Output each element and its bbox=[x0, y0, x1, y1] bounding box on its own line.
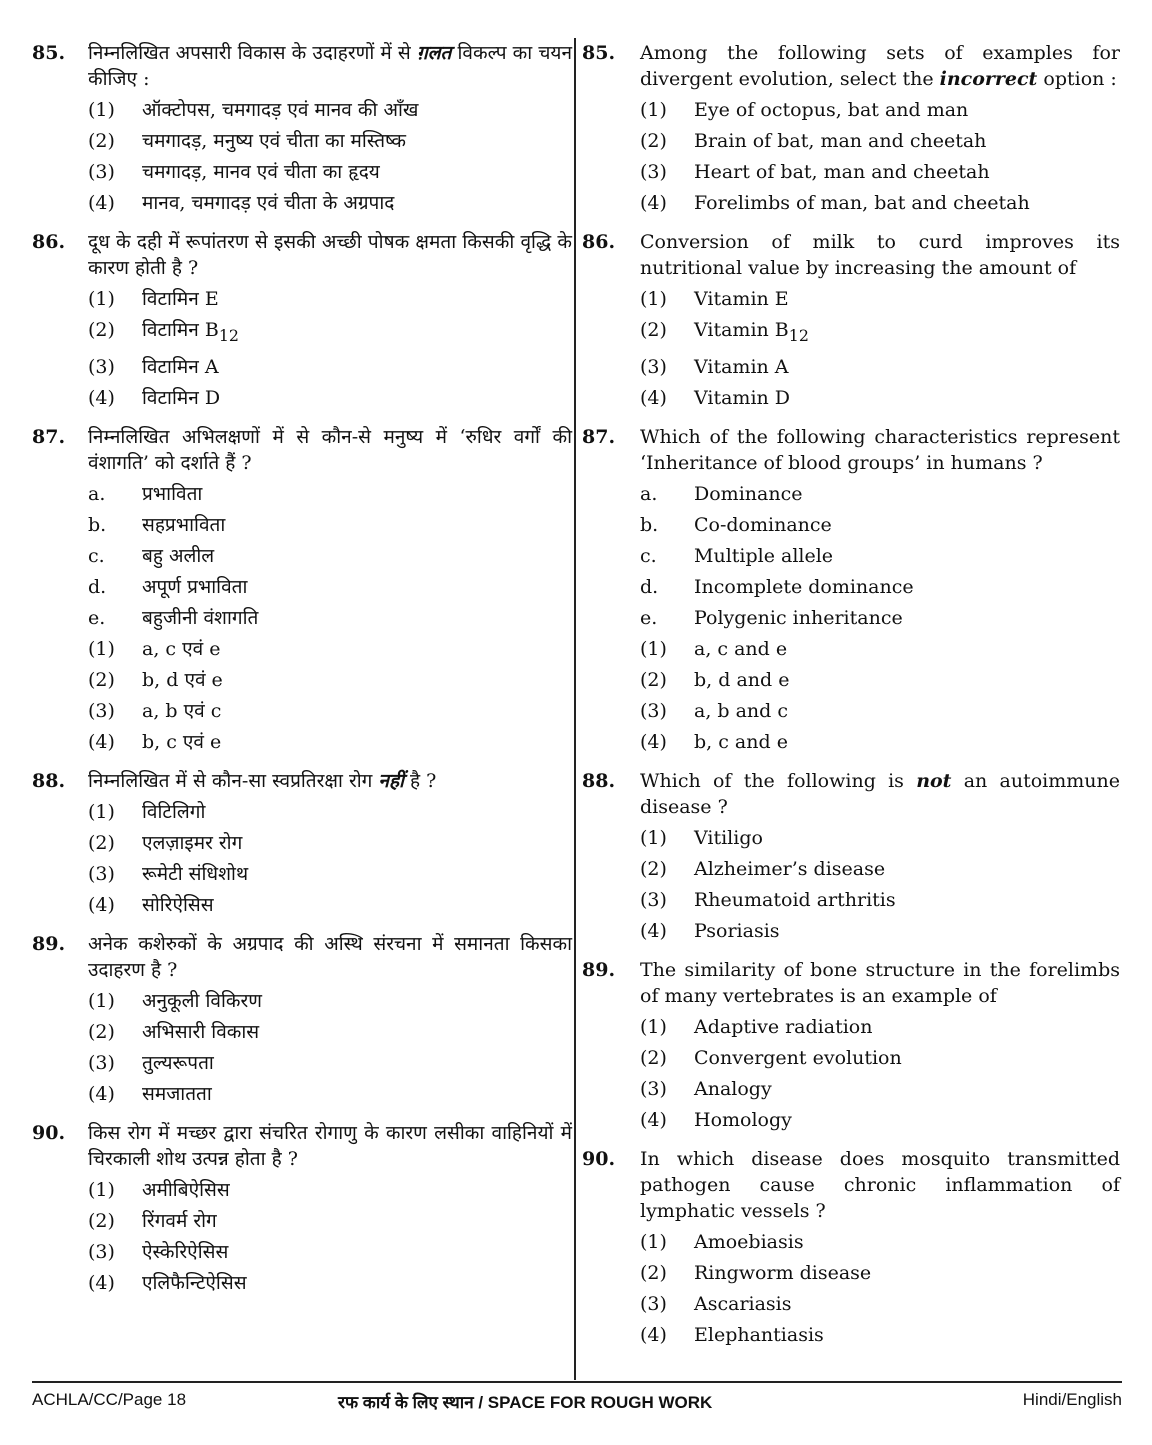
answer-option bbox=[640, 857, 1120, 881]
answer-option bbox=[88, 606, 572, 630]
option-label: a. bbox=[640, 482, 658, 505]
question-number: 85. bbox=[582, 42, 616, 64]
question-text bbox=[640, 768, 1120, 820]
answer-option bbox=[88, 989, 572, 1013]
option-text-main: Amoebiasis bbox=[694, 1230, 804, 1253]
answer-option bbox=[88, 355, 572, 379]
question-text bbox=[88, 40, 572, 92]
option-label: (2) bbox=[640, 1046, 667, 1069]
option-label: a. bbox=[88, 482, 106, 505]
option-text bbox=[142, 1082, 572, 1106]
option-text bbox=[694, 482, 1120, 506]
answer-option bbox=[640, 191, 1120, 215]
answer-option bbox=[640, 668, 1120, 692]
option-label: (3) bbox=[88, 1051, 115, 1074]
option-label: (4) bbox=[88, 1271, 115, 1294]
answer-option bbox=[88, 129, 572, 153]
option-text bbox=[694, 355, 1120, 379]
option-text bbox=[694, 1230, 1120, 1254]
question-number: 87. bbox=[32, 425, 66, 448]
question-86 bbox=[580, 229, 1120, 410]
answer-option bbox=[640, 575, 1120, 599]
option-text-main: एलज़ाइमर रोग bbox=[142, 831, 243, 854]
column-divider bbox=[574, 38, 576, 1380]
option-text bbox=[694, 1046, 1120, 1070]
option-text bbox=[142, 699, 572, 723]
option-subscript: 12 bbox=[218, 325, 239, 345]
option-text bbox=[694, 513, 1120, 537]
option-text-main: Ascariasis bbox=[694, 1292, 792, 1315]
option-text-main: b, c and e bbox=[694, 730, 788, 753]
hindi-column bbox=[32, 40, 572, 1309]
option-label: (3) bbox=[88, 161, 115, 183]
option-text-main: विटामिन B bbox=[142, 319, 219, 341]
option-text bbox=[694, 1077, 1120, 1101]
language-label: Hindi/English bbox=[1022, 1390, 1122, 1409]
option-text-main: Dominance bbox=[694, 482, 803, 505]
answer-option bbox=[88, 800, 572, 824]
answer-option bbox=[88, 513, 572, 537]
option-label: (1) bbox=[88, 637, 115, 660]
answer-option bbox=[88, 730, 572, 754]
question-text-pre: निम्नलिखित अपसारी विकास के उदाहरणों में से bbox=[88, 42, 417, 64]
option-text bbox=[142, 989, 572, 1013]
option-subscript: 12 bbox=[788, 325, 809, 345]
option-label: (4) bbox=[88, 386, 115, 409]
option-text bbox=[694, 888, 1120, 912]
answer-option bbox=[640, 606, 1120, 630]
option-text bbox=[142, 575, 572, 599]
answer-option bbox=[640, 730, 1120, 754]
option-text-main: a, c and e bbox=[694, 637, 788, 660]
option-label: (2) bbox=[640, 130, 667, 152]
option-text-main: b, d एवं e bbox=[142, 668, 223, 691]
option-text-main: Ringworm disease bbox=[694, 1261, 872, 1284]
option-text bbox=[694, 287, 1120, 311]
option-text-main: Co-dominance bbox=[694, 513, 832, 536]
answer-option bbox=[640, 919, 1120, 943]
option-label: (4) bbox=[88, 730, 115, 753]
option-label: (2) bbox=[640, 668, 667, 691]
answer-option bbox=[640, 513, 1120, 537]
page-code: ACHLA/CC/Page 18 bbox=[32, 1390, 187, 1409]
option-text-main: चमगादड़, मानव एवं चीता का हृदय bbox=[142, 161, 380, 183]
question-emphasis: नहीं bbox=[378, 769, 404, 792]
option-text-main: रिंगवर्म रोग bbox=[142, 1209, 217, 1232]
answer-option bbox=[88, 1020, 572, 1044]
option-text bbox=[142, 1020, 572, 1044]
question-number: 88. bbox=[32, 769, 66, 792]
option-text bbox=[142, 637, 572, 661]
option-label: (2) bbox=[88, 130, 115, 152]
question-text-post: विकल्प का चयन कीजिए : bbox=[88, 42, 572, 90]
option-label: (4) bbox=[640, 192, 667, 214]
option-text-main: Psoriasis bbox=[694, 919, 780, 942]
option-text-main: Polygenic inheritance bbox=[694, 606, 903, 629]
option-text-main: ऐस्केरिऐसिस bbox=[142, 1240, 229, 1263]
option-label: (3) bbox=[88, 862, 115, 885]
option-text-main: Elephantiasis bbox=[694, 1323, 824, 1346]
question-number: 88. bbox=[582, 769, 616, 792]
option-text bbox=[694, 919, 1120, 943]
answer-option bbox=[88, 668, 572, 692]
option-text bbox=[694, 826, 1120, 850]
option-text-main: बहुजीनी वंशागति bbox=[142, 606, 259, 629]
option-label: c. bbox=[640, 544, 657, 567]
english-column bbox=[580, 40, 1120, 1361]
question-90 bbox=[32, 1120, 572, 1295]
answer-option bbox=[88, 637, 572, 661]
option-label: (2) bbox=[640, 319, 667, 341]
answer-option bbox=[640, 386, 1120, 410]
option-text-main: सोरिऐसिस bbox=[142, 893, 214, 916]
option-label: (3) bbox=[640, 1077, 667, 1100]
option-text-main: Vitamin A bbox=[694, 355, 789, 378]
question-number: 89. bbox=[32, 932, 66, 955]
option-label: e. bbox=[640, 606, 658, 629]
option-text bbox=[142, 1178, 572, 1202]
option-label: (1) bbox=[88, 989, 115, 1012]
question-emphasis: ग़लत bbox=[416, 42, 452, 64]
option-text bbox=[694, 575, 1120, 599]
option-text-main: a, b and c bbox=[694, 699, 789, 722]
option-text bbox=[142, 160, 572, 184]
option-text-main: अनुकूली विकिरण bbox=[142, 989, 263, 1012]
answer-option bbox=[88, 831, 572, 855]
answer-option bbox=[640, 1015, 1120, 1039]
option-text bbox=[142, 98, 572, 122]
question-89 bbox=[32, 931, 572, 1106]
option-text bbox=[142, 129, 572, 153]
option-label: (4) bbox=[640, 919, 667, 942]
question-number: 86. bbox=[582, 231, 616, 253]
option-text bbox=[142, 893, 572, 917]
option-text-main: b, c एवं e bbox=[142, 730, 222, 753]
option-text bbox=[694, 730, 1120, 754]
option-text bbox=[142, 730, 572, 754]
answer-option bbox=[640, 826, 1120, 850]
option-text bbox=[694, 668, 1120, 692]
option-text-main: चमगादड़, मनुष्य एवं चीता का मस्तिष्क bbox=[142, 130, 406, 152]
option-text bbox=[694, 1261, 1120, 1285]
option-text bbox=[142, 1271, 572, 1295]
option-text bbox=[694, 699, 1120, 723]
answer-option bbox=[640, 699, 1120, 723]
option-text bbox=[694, 129, 1120, 153]
answer-option bbox=[640, 160, 1120, 184]
answer-option bbox=[640, 482, 1120, 506]
question-86 bbox=[32, 229, 572, 410]
option-label: (3) bbox=[640, 355, 667, 378]
option-text-main: Incomplete dominance bbox=[694, 575, 914, 598]
answer-option bbox=[88, 544, 572, 568]
question-text-pre: निम्नलिखित में से कौन-सा स्वप्रतिरक्षा रोग bbox=[88, 769, 379, 792]
question-number: 86. bbox=[32, 231, 66, 253]
option-text-main: a, c एवं e bbox=[142, 637, 221, 660]
option-text bbox=[142, 287, 572, 311]
option-label: (1) bbox=[640, 1230, 667, 1253]
question-text-pre: Which of the following is bbox=[640, 769, 917, 792]
option-text bbox=[142, 513, 572, 537]
option-label: (2) bbox=[88, 1020, 115, 1043]
question-88 bbox=[32, 768, 572, 917]
option-text bbox=[142, 862, 572, 886]
option-text-main: एलिफैन्टिऐसिस bbox=[142, 1271, 247, 1294]
question-number: 89. bbox=[582, 958, 616, 981]
option-text bbox=[694, 857, 1120, 881]
option-label: (1) bbox=[88, 288, 115, 310]
answer-option bbox=[640, 1108, 1120, 1132]
option-text bbox=[694, 160, 1120, 184]
option-text-main: सहप्रभाविता bbox=[142, 513, 226, 536]
rough-work-label: रफ कार्य के लिए स्थान / SPACE FOR ROUGH WORK bbox=[338, 1393, 713, 1412]
option-label: (4) bbox=[88, 1082, 115, 1105]
option-text-main: अभिसारी विकास bbox=[142, 1020, 260, 1043]
answer-option bbox=[640, 1292, 1120, 1316]
option-text bbox=[694, 318, 1120, 348]
option-text-main: समजातता bbox=[142, 1082, 212, 1105]
option-text-main: Rheumatoid arthritis bbox=[694, 888, 896, 911]
option-text bbox=[142, 1209, 572, 1233]
answer-option bbox=[640, 98, 1120, 122]
option-text-main: Brain of bat, man and cheetah bbox=[694, 130, 987, 152]
option-text bbox=[694, 1108, 1120, 1132]
option-label: (2) bbox=[88, 831, 115, 854]
option-label: b. bbox=[640, 513, 659, 536]
option-label: (4) bbox=[640, 1323, 667, 1346]
option-text-main: विटामिन D bbox=[142, 386, 221, 409]
option-text bbox=[694, 191, 1120, 215]
option-label: d. bbox=[88, 575, 107, 598]
page-footer bbox=[32, 1390, 1122, 1414]
answer-option bbox=[88, 1178, 572, 1202]
option-label: (2) bbox=[640, 1261, 667, 1284]
question-number: 87. bbox=[582, 425, 616, 448]
question-87 bbox=[32, 424, 572, 754]
option-text bbox=[142, 831, 572, 855]
answer-option bbox=[640, 1230, 1120, 1254]
answer-option bbox=[88, 893, 572, 917]
question-text: In which disease does mosquito transmitted pathogen cause chronic inflammation of lymphatic vessels ? bbox=[640, 1147, 1120, 1222]
option-label: (2) bbox=[640, 857, 667, 880]
option-label: (3) bbox=[640, 161, 667, 183]
option-label: e. bbox=[88, 606, 106, 629]
answer-option bbox=[640, 1261, 1120, 1285]
option-text-main: Vitiligo bbox=[694, 826, 763, 849]
option-text-main: विटिलिगो bbox=[142, 800, 206, 823]
question-number: 90. bbox=[582, 1147, 616, 1170]
answer-option bbox=[88, 287, 572, 311]
option-label: (4) bbox=[88, 192, 115, 214]
option-text bbox=[142, 668, 572, 692]
option-label: (1) bbox=[88, 800, 115, 823]
answer-option bbox=[88, 386, 572, 410]
answer-option bbox=[640, 355, 1120, 379]
question-text: अनेक कशेरुकों के अग्रपाद की अस्थि संरचना में समानता किसका उदाहरण है ? bbox=[88, 932, 572, 981]
option-label: c. bbox=[88, 544, 105, 567]
question-emphasis: incorrect bbox=[939, 68, 1038, 90]
option-text bbox=[142, 482, 572, 506]
option-label: (3) bbox=[88, 699, 115, 722]
option-text bbox=[142, 318, 572, 348]
question-text bbox=[88, 768, 572, 794]
option-text bbox=[142, 606, 572, 630]
question-text: The similarity of bone structure in the forelimbs of many vertebrates is an example of bbox=[640, 958, 1120, 1007]
option-text-main: Vitamin D bbox=[694, 386, 791, 409]
answer-option bbox=[640, 637, 1120, 661]
question-text: निम्नलिखित अभिलक्षणों में से कौन-से मनुष्य में ‘रुधिर वर्गों की वंशागति’ को दर्शाते हैं ? bbox=[88, 425, 572, 474]
option-text-main: a, b एवं c bbox=[142, 699, 222, 722]
option-label: (1) bbox=[640, 1015, 667, 1038]
option-text-main: Convergent evolution bbox=[694, 1046, 902, 1069]
option-text-main: Heart of bat, man and cheetah bbox=[694, 161, 990, 183]
question-85 bbox=[32, 40, 572, 215]
option-text-main: Homology bbox=[694, 1108, 792, 1131]
question-text-post: an autoimmune disease ? bbox=[640, 769, 1120, 818]
option-label: (3) bbox=[88, 355, 115, 378]
option-text-main: अमीबिऐसिस bbox=[142, 1178, 230, 1201]
question-text-post: option : bbox=[1037, 68, 1117, 90]
question-text: किस रोग में मच्छर द्वारा संचरित रोगाणु के कारण लसीका वाहिनियों में चिरकाली शोथ उत्पन्न होता है ? bbox=[88, 1121, 572, 1170]
option-label: (3) bbox=[640, 888, 667, 911]
question-text: Which of the following characteristics represent ‘Inheritance of blood groups’ in humans ? bbox=[640, 425, 1120, 474]
answer-option bbox=[640, 318, 1120, 348]
option-label: (2) bbox=[88, 668, 115, 691]
question-number: 90. bbox=[32, 1121, 66, 1144]
answer-option bbox=[88, 1082, 572, 1106]
option-text bbox=[142, 1051, 572, 1075]
option-label: b. bbox=[88, 513, 107, 536]
option-text bbox=[142, 1240, 572, 1264]
option-text-main: ऑक्टोपस, चमगादड़ एवं मानव की आँख bbox=[142, 99, 419, 121]
option-text bbox=[694, 386, 1120, 410]
option-text bbox=[142, 544, 572, 568]
option-label: (4) bbox=[88, 893, 115, 916]
option-text bbox=[694, 98, 1120, 122]
option-text bbox=[694, 606, 1120, 630]
option-text bbox=[694, 637, 1120, 661]
option-label: (1) bbox=[640, 826, 667, 849]
option-label: (2) bbox=[88, 1209, 115, 1232]
answer-option bbox=[88, 1209, 572, 1233]
option-label: (4) bbox=[640, 1108, 667, 1131]
answer-option bbox=[88, 862, 572, 886]
question-90 bbox=[580, 1146, 1120, 1347]
answer-option bbox=[88, 699, 572, 723]
option-text bbox=[142, 355, 572, 379]
option-text-main: Forelimbs of man, bat and cheetah bbox=[694, 192, 1030, 214]
option-text bbox=[694, 1323, 1120, 1347]
question-text-post: है ? bbox=[403, 769, 437, 792]
option-text-main: Analogy bbox=[694, 1077, 772, 1100]
option-text bbox=[694, 544, 1120, 568]
option-label: (4) bbox=[640, 730, 667, 753]
question-87 bbox=[580, 424, 1120, 754]
answer-option bbox=[88, 1051, 572, 1075]
option-label: (1) bbox=[640, 288, 667, 310]
answer-option bbox=[640, 1046, 1120, 1070]
question-89 bbox=[580, 957, 1120, 1132]
question-emphasis: not bbox=[916, 769, 952, 792]
option-label: (1) bbox=[640, 99, 667, 121]
option-label: (2) bbox=[88, 319, 115, 341]
question-text-pre: Among the following sets of examples for divergent evolution, select the bbox=[640, 42, 1120, 90]
question-text: Conversion of milk to curd improves its nutritional value by increasing the amount of bbox=[640, 231, 1120, 279]
option-label: (1) bbox=[88, 1178, 115, 1201]
option-text bbox=[142, 800, 572, 824]
answer-option bbox=[88, 160, 572, 184]
answer-option bbox=[640, 1323, 1120, 1347]
option-text bbox=[142, 386, 572, 410]
answer-option bbox=[88, 98, 572, 122]
option-label: (4) bbox=[640, 386, 667, 409]
option-text-main: Adaptive radiation bbox=[694, 1015, 873, 1038]
question-text bbox=[640, 40, 1120, 92]
option-text-main: विटामिन E bbox=[142, 288, 219, 310]
answer-option bbox=[88, 1240, 572, 1264]
answer-option bbox=[640, 287, 1120, 311]
option-text-main: Vitamin E bbox=[694, 288, 789, 310]
question-number: 85. bbox=[32, 42, 66, 64]
option-text-main: प्रभाविता bbox=[142, 482, 203, 505]
answer-option bbox=[88, 575, 572, 599]
option-label: (3) bbox=[640, 1292, 667, 1315]
option-text bbox=[694, 1015, 1120, 1039]
option-text-main: अपूर्ण प्रभाविता bbox=[142, 575, 248, 598]
option-label: (3) bbox=[88, 1240, 115, 1263]
question-88 bbox=[580, 768, 1120, 943]
footer-rule bbox=[32, 1381, 1122, 1383]
answer-option bbox=[640, 129, 1120, 153]
option-label: (1) bbox=[88, 99, 115, 121]
option-text-main: Eye of octopus, bat and man bbox=[694, 99, 969, 121]
answer-option bbox=[88, 191, 572, 215]
option-text-main: बहु अलील bbox=[142, 544, 215, 567]
option-label: (1) bbox=[640, 637, 667, 660]
option-label: d. bbox=[640, 575, 659, 598]
option-label: (3) bbox=[640, 699, 667, 722]
question-text: दूध के दही में रूपांतरण से इसकी अच्छी पोषक क्षमता किसकी वृद्धि के कारण होती है ? bbox=[88, 231, 572, 279]
option-text-main: तुल्यरूपता bbox=[142, 1051, 214, 1074]
option-text-main: मानव, चमगादड़ एवं चीता के अग्रपाद bbox=[142, 192, 395, 214]
option-text-main: b, d and e bbox=[694, 668, 790, 691]
answer-option bbox=[640, 1077, 1120, 1101]
answer-option bbox=[88, 1271, 572, 1295]
option-text-main: Vitamin B bbox=[694, 319, 789, 341]
option-text-main: रूमेटी संधिशोथ bbox=[142, 862, 249, 885]
question-85 bbox=[580, 40, 1120, 215]
answer-option bbox=[640, 888, 1120, 912]
answer-option bbox=[640, 544, 1120, 568]
answer-option bbox=[88, 482, 572, 506]
answer-option bbox=[88, 318, 572, 348]
option-text bbox=[142, 191, 572, 215]
option-text-main: Alzheimer’s disease bbox=[694, 857, 886, 880]
option-text bbox=[694, 1292, 1120, 1316]
option-text-main: Multiple allele bbox=[694, 544, 834, 567]
option-text-main: विटामिन A bbox=[142, 355, 219, 378]
